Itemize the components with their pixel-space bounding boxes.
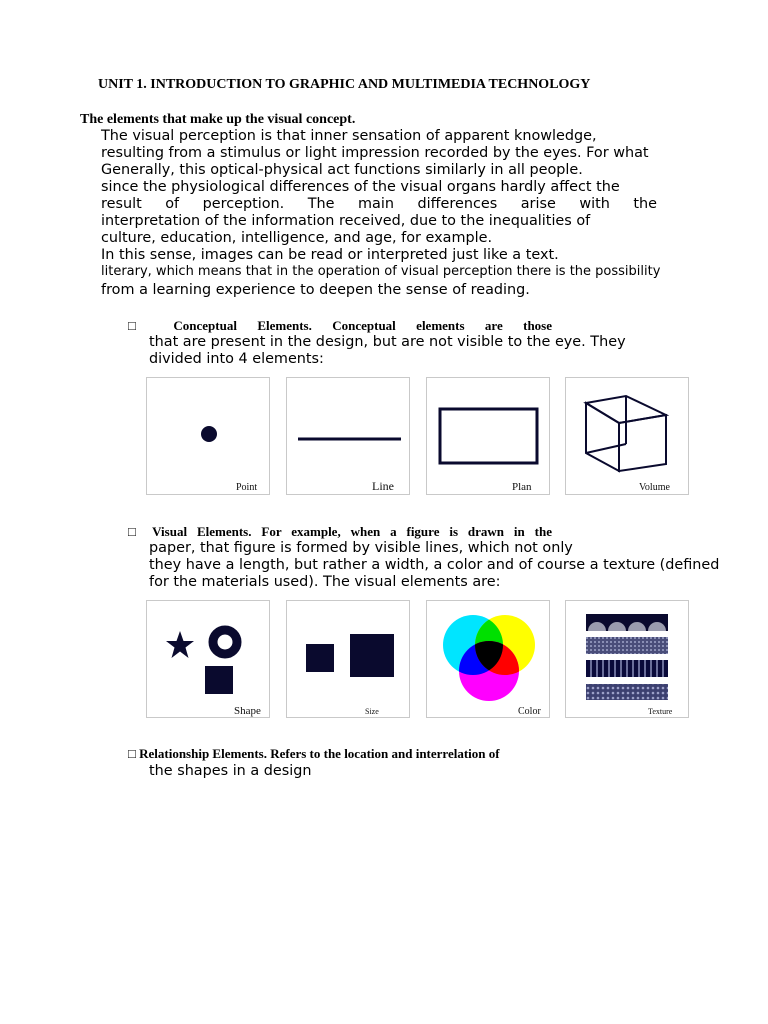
intro-line: resulting from a stimulus or light impression recorded by the eyes. For what [101,145,649,161]
texture-swatches-icon [566,601,690,719]
intro-line: In this sense, images can be read or interpreted just like a text. [101,247,559,263]
caption-volume: Volume [639,482,670,493]
figure-volume [565,377,689,495]
caption-shape: Shape [234,705,261,717]
intro-line: Generally, this optical-physical act functions similarly in all people. [101,162,583,178]
visual-line: for the materials used). The visual elements are: [149,574,501,590]
visual-heading: □ Visual Elements. For example, when a figure is drawn in the [128,524,552,539]
figure-point [146,377,270,495]
figure-size [286,600,410,718]
cube-icon [566,378,690,496]
caption-color: Color [518,706,541,717]
intro-line: from a learning experience to deepen the sense of reading. [101,282,530,298]
intro-line: culture, education, intelligence, and age, for example. [101,230,493,246]
figure-color [426,600,550,718]
visual-line: they have a length, but rather a width, a color and of course a texture (defined [149,557,720,573]
intro-line: result of perception. The main differences arise with the [101,196,657,212]
figure-line [286,377,410,495]
color-venn-icon [427,601,551,719]
caption-texture: Texture [648,707,673,716]
bullet-box: □ [128,524,143,539]
conceptual-heading: □ Conceptual Elements. Conceptual elements are those [128,318,553,333]
caption-point: Point [236,482,258,493]
bullet-box: □ [128,318,153,333]
conceptual-line: divided into 4 elements: [149,351,324,367]
figure-plan [426,377,550,495]
relationship-line: the shapes in a design [149,763,312,779]
figure-texture [565,600,689,718]
intro-line: literary, which means that in the operation of visual perception there is the possibility [101,264,661,279]
caption-line: Line [372,479,394,493]
section-heading: The elements that make up the visual concept. [80,112,356,127]
plan-icon [427,378,551,496]
unit-title: UNIT 1. INTRODUCTION TO GRAPHIC AND MULTIMEDIA TECHNOLOGY [98,77,591,92]
point-icon [147,378,271,496]
intro-line: interpretation of the information received, due to the inequalities of [101,213,591,229]
intro-line: The visual perception is that inner sensation of apparent knowledge, [101,128,597,144]
size-squares-icon [287,601,411,719]
caption-plan: Plan [512,481,532,493]
visual-line: paper, that figure is formed by visible lines, which not only [149,540,573,556]
conceptual-line: that are present in the design, but are not visible to the eye. They [149,334,626,350]
caption-size: Size [365,707,379,716]
shapes-icon [147,601,271,719]
relationship-heading: □ Relationship Elements. Refers to the location and interrelation of [128,746,500,761]
bullet-box: □ [128,746,136,761]
figure-shape [146,600,270,718]
intro-line: since the physiological differences of the visual organs hardly affect the [101,179,620,195]
